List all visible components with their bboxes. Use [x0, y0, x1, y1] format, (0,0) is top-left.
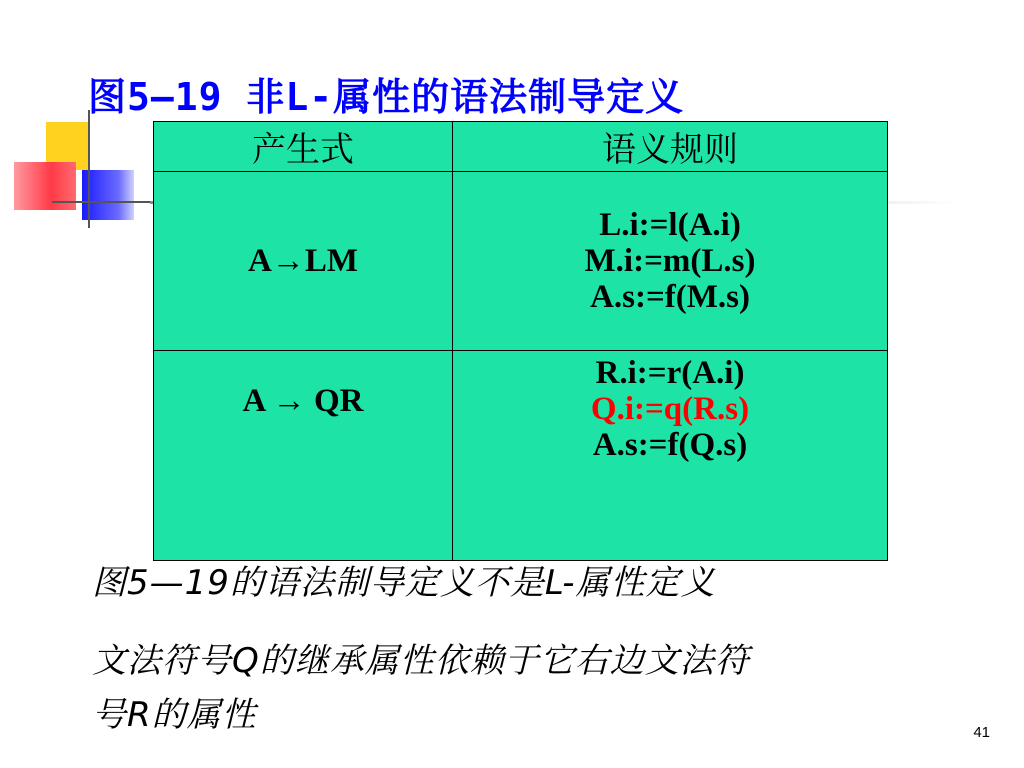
semantic-rule: L.i:=l(A.i): [599, 207, 741, 243]
semantic-rule-highlighted: Q.i:=q(R.s): [590, 391, 750, 427]
production-cell: A → QR: [154, 351, 453, 561]
note-line-2: 文法符号Q的继承属性依赖于它右边文法符: [92, 641, 750, 681]
rules-cell: [453, 351, 888, 561]
table-row: [154, 351, 888, 561]
note-line-1: 图5—19的语法制导定义不是L-属性定义: [92, 563, 716, 603]
semantic-rule: R.i:=r(A.i): [595, 355, 745, 391]
page-number: 41: [973, 724, 990, 741]
semantic-rule: A.s:=f(M.s): [590, 279, 750, 315]
production-cell: A→LM: [154, 172, 453, 351]
decor-vertical-line: [88, 110, 90, 228]
decor-horizontal-line: [52, 201, 152, 203]
table-row: [154, 172, 888, 351]
table-header-row: [154, 122, 888, 172]
header-semantic-rules: 语义规则: [453, 122, 888, 172]
grammar-table: [153, 121, 888, 561]
header-production: 产生式: [154, 122, 453, 172]
rules-cell: [453, 172, 888, 351]
semantic-rule: A.s:=f(Q.s): [592, 427, 748, 463]
semantic-rule: M.i:=m(L.s): [584, 243, 756, 279]
note-line-3: 号R的属性: [92, 695, 257, 735]
slide-title: 图5—19 非L-属性的语法制导定义: [88, 75, 685, 119]
